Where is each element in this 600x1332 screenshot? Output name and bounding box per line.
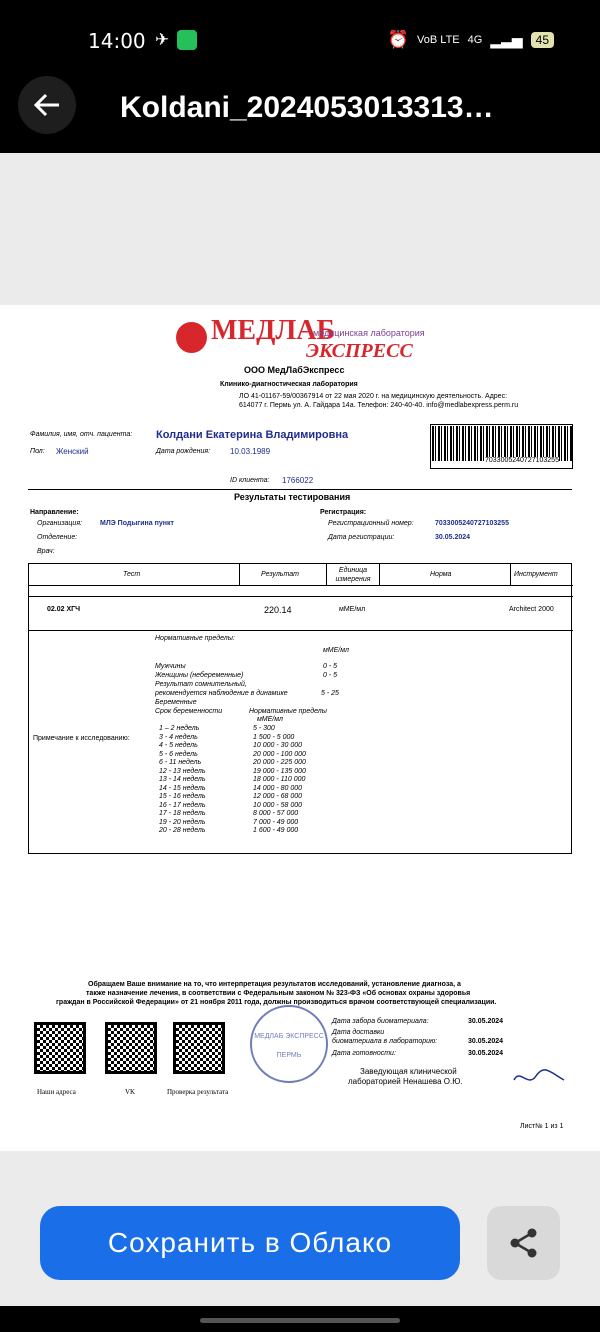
ready-date: 30.05.2024 [468, 1050, 504, 1057]
women-label: Женщины (небеременные) [155, 672, 244, 679]
week-row [159, 793, 303, 800]
doubtful-line-1: Результат сомнительный, [155, 681, 247, 688]
document-title: Koldani_2024053013313… [120, 91, 494, 124]
lab-type: Клинико-диагностическая лаборатория [220, 381, 358, 388]
lab-stamp [250, 1005, 328, 1083]
barcode [432, 426, 572, 461]
test-result: 220.14 [264, 605, 292, 615]
qr-addresses [34, 1022, 86, 1074]
results-table [28, 563, 572, 854]
doctor-label: Врач: [37, 548, 55, 555]
share-icon [507, 1226, 541, 1260]
org-label: Организация: [37, 520, 82, 527]
col-instrument: Инструмент [514, 571, 558, 578]
delivery-date: 30.05.2024 [468, 1038, 504, 1045]
network-indicator: 4G [467, 34, 483, 46]
share-button[interactable] [487, 1206, 560, 1280]
telegram-icon: ✈ [155, 30, 170, 49]
week-term: 6 - 11 недель [159, 759, 202, 766]
dept-label: Отделение: [37, 534, 78, 541]
reg-number: 7033005240727103255 [435, 520, 509, 527]
table-col-line [379, 564, 380, 585]
phone-icon [177, 30, 197, 50]
week-term: 3 - 4 недель [159, 733, 198, 741]
term-label: Срок беременности [155, 708, 223, 715]
week-norm: 19 000 - 135 000 [253, 767, 306, 775]
table-col-line [510, 564, 511, 585]
week-norm: 1 500 - 5 000 [253, 733, 295, 741]
registration-label: Регистрация: [320, 509, 367, 516]
week-norm: 8 000 - 57 000 [253, 810, 299, 817]
week-term: 16 - 17 недель [159, 801, 206, 809]
norm-column-label: Нормативные пределы [249, 708, 327, 715]
men-label: Мужчины [155, 663, 186, 670]
table-row-line [29, 630, 573, 631]
status-bar [0, 0, 600, 62]
head-line-2: лабораторией Ненашева О.Ю. [348, 1077, 463, 1086]
week-row [159, 750, 306, 758]
week-row [159, 818, 299, 826]
week-term: 12 - 13 недель [159, 767, 206, 775]
doubtful-line-2: рекомендуется наблюдение в динамике [155, 690, 288, 697]
reg-number-label: Регистрационный номер: [328, 520, 414, 527]
week-norm: 10 000 - 58 000 [253, 801, 303, 809]
week-row [159, 767, 306, 775]
results-title: Результаты тестирования [234, 492, 351, 502]
notice-line-2: также назначение лечения, в соответствии с Федеральным законом № 323-ФЗ «Об основах охраны здоровья [86, 990, 471, 997]
patient-name: Колдани Екатерина Владимировна [156, 429, 349, 441]
doubtful-value: 5 - 25 [321, 690, 339, 697]
women-value: 0 - 5 [323, 672, 338, 679]
week-row [159, 801, 303, 809]
week-norm: 7 000 - 49 000 [253, 818, 299, 826]
qr-verify [173, 1022, 225, 1074]
notice-line-3: граждан в Российской Федерации» от 21 ноября 2011 года, должны производиться врачом соответствующей специализации. [56, 999, 497, 1006]
ready-label: Дата готовности: [332, 1050, 396, 1057]
direction-label: Направление: [30, 509, 79, 516]
stamp-text: МЕДЛАБ ЭКСПРЕСС [254, 1033, 324, 1040]
week-norm: 12 000 - 68 000 [253, 793, 303, 800]
divider [28, 489, 572, 490]
week-term: 17 - 18 недель [159, 810, 206, 817]
week-term: 4 - 5 недель [159, 742, 198, 749]
client-id: 1766022 [282, 476, 314, 485]
week-norm: 10 000 - 30 000 [253, 742, 303, 749]
qr-vk [105, 1022, 157, 1074]
week-row [159, 810, 299, 817]
lab-report [0, 305, 600, 1151]
week-term: 15 - 16 недель [159, 793, 206, 800]
stamp-city: ПЕРМЬ [276, 1052, 302, 1059]
dob-value: 10.03.1989 [230, 447, 271, 456]
company-name: ООО МедЛабЭкспресс [244, 365, 345, 375]
alarm-icon: ⏰ [387, 30, 410, 49]
week-norm: 14 000 - 80 000 [253, 784, 303, 792]
week-term: 5 - 6 недель [159, 750, 198, 758]
qr-label-verify: Проверка результата [167, 1088, 229, 1096]
head-line-1: Заведующая клинической [360, 1067, 457, 1076]
week-norm: 20 000 - 225 000 [253, 759, 306, 766]
logo-sub: ЭКСПРЕСС [306, 340, 413, 362]
week-row [159, 742, 303, 749]
week-row [159, 759, 306, 766]
volte-indicator: VoB LTE [417, 34, 460, 46]
back-button[interactable] [18, 76, 76, 134]
week-term: 14 - 15 недель [159, 784, 206, 792]
week-row [159, 776, 306, 783]
license-line-2: 614077 г. Пермь ул. А. Гайдара 14а. Телефон: 240-40-40. info@medlabexpress.perm.ru [239, 402, 519, 409]
week-term: 20 - 28 недель [159, 827, 206, 834]
battery-level: 45 [531, 32, 554, 48]
test-name: 02.02 ХГЧ [47, 606, 81, 613]
patient-label: Фамилия, имя, отч. пациента: [30, 431, 133, 438]
pregnant-label: Беременные [155, 699, 197, 706]
page-number: Лист№ 1 из 1 [520, 1123, 564, 1130]
arrow-left-icon [33, 93, 61, 117]
barcode-number: 7033005240727103255 [485, 457, 559, 464]
week-row [159, 733, 295, 741]
col-test: Тест [123, 571, 141, 578]
license-line-1: ЛО 41-01167-59/00367914 от 22 мая 2020 г. на медицинскую деятельность. Адрес: [239, 393, 508, 400]
home-indicator[interactable] [200, 1318, 400, 1323]
status-time: 14:00 [88, 29, 146, 53]
table-row-line [29, 596, 573, 597]
note-label: Примечание к исследованию: [33, 735, 130, 742]
medlab-logo-icon [176, 322, 207, 353]
week-norm: 1 600 - 49 000 [253, 827, 299, 834]
week-row [159, 725, 275, 732]
norm-unit: мМЕ/мл [323, 647, 349, 654]
sex-label: Пол: [30, 448, 45, 455]
week-norm: 18 000 - 110 000 [253, 776, 306, 783]
col-result: Результат [261, 571, 299, 578]
men-value: 0 - 5 [323, 663, 338, 670]
table-col-line [239, 564, 240, 585]
app-bar [0, 62, 600, 153]
week-row [159, 784, 303, 792]
week-norm: 5 - 300 [253, 725, 275, 732]
signal-icon: ▂▃▅ [490, 31, 523, 48]
logo-main: МЕДЛАБ [211, 315, 335, 346]
week-term: 1 – 2 недель [159, 725, 200, 732]
qr-label-vk: VK [125, 1088, 136, 1096]
reg-date: 30.05.2024 [435, 534, 471, 541]
week-term: 13 - 14 недель [159, 776, 206, 783]
sample-date-label: Дата забора биоматериала: [332, 1018, 429, 1025]
table-header-line [29, 585, 573, 586]
norm-title: Нормативные пределы: [155, 635, 235, 642]
week-norm: 20 000 - 100 000 [253, 750, 306, 758]
sex-value: Женский [56, 447, 89, 456]
week-term: 19 - 20 недель [159, 818, 206, 826]
logo-tagline: медицинская лаборатория [313, 328, 425, 338]
col-norm: Норма [430, 571, 452, 578]
table-col-line [326, 564, 327, 585]
org-value: МЛЭ Подыгина пункт [100, 520, 174, 527]
test-instrument: Architect 2000 [509, 606, 554, 613]
dob-label: Дата рождения: [156, 448, 211, 455]
col-unit: Единица измерения [335, 567, 371, 583]
test-unit: мМЕ/мл [339, 606, 366, 613]
client-id-label: ID клиента: [230, 477, 270, 484]
save-to-cloud-button[interactable]: Сохранить в Облако [40, 1206, 460, 1280]
sample-date: 30.05.2024 [468, 1018, 504, 1025]
delivery-label-2: биоматериала в лабораторию: [332, 1038, 438, 1045]
reg-date-label: Дата регистрации: [328, 534, 395, 541]
delivery-label-1: Дата доставки [332, 1029, 385, 1036]
signature-icon [510, 1062, 568, 1092]
qr-label-addresses: Наши адреса [37, 1088, 76, 1096]
norm-column-unit: мМЕ/мл [257, 716, 283, 723]
week-row [159, 827, 299, 834]
notice-line-1: Обращаем Ваше внимание на то, что интерпретация результатов исследований, установление диагноза, а [88, 981, 461, 988]
